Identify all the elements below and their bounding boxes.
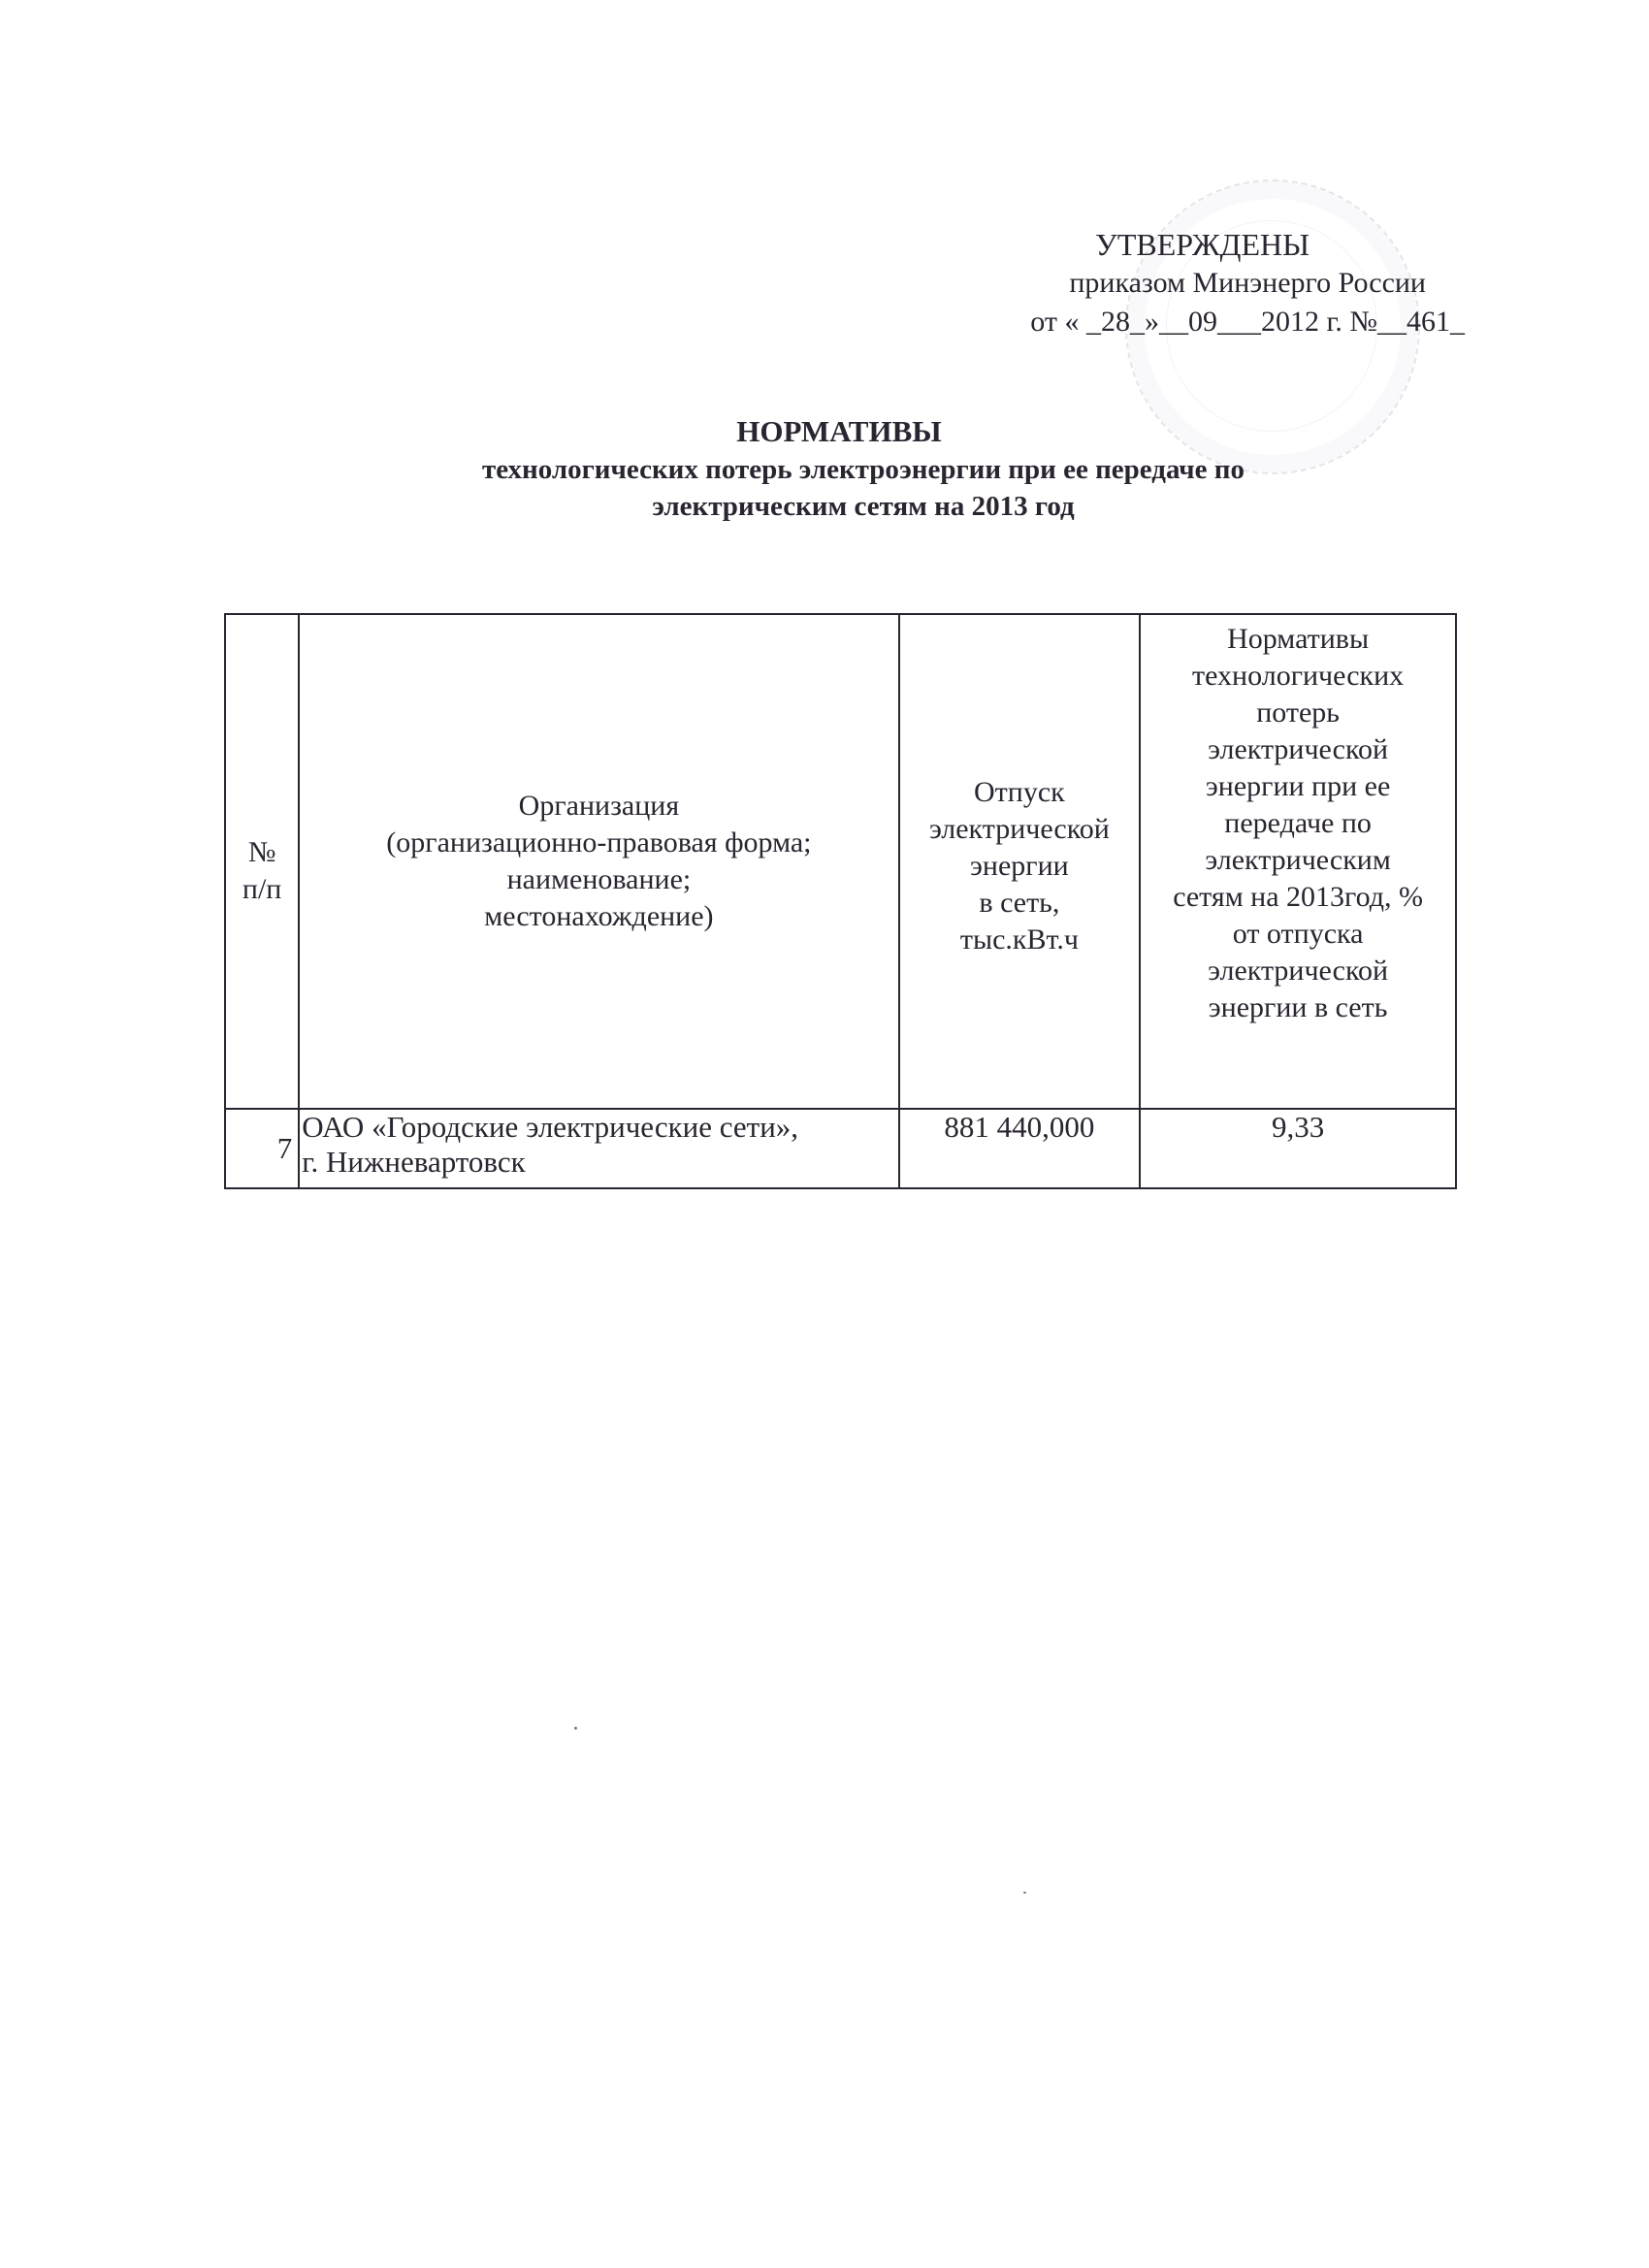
- header-norm-line: электрическим: [1205, 844, 1391, 876]
- header-organization: [299, 614, 898, 1109]
- header-energy-supply: [899, 614, 1141, 1109]
- document-subtitle-line-2: электрическим сетям на 2013 год: [652, 491, 1075, 522]
- header-norm-line: сетям на 2013год, %: [1173, 881, 1423, 913]
- document-subtitle-line-1: технологических потерь электроэнергии при ее передаче по: [482, 454, 1245, 485]
- row-organization: [299, 1109, 898, 1188]
- header-organization-line: местонахождение): [484, 900, 714, 932]
- header-supply-line: тыс.кВт.ч: [959, 923, 1079, 956]
- approval-order: приказом Минэнерго России: [1069, 267, 1426, 299]
- row-number: 7: [225, 1109, 299, 1188]
- row-energy-supply: 881 440,000: [899, 1109, 1141, 1188]
- header-supply-line: электрической: [928, 813, 1110, 845]
- header-loss-norm: [1140, 614, 1456, 1109]
- header-norm-line: передаче по: [1224, 807, 1372, 839]
- header-norm-line: энергии при ее: [1205, 770, 1391, 802]
- scan-speck: [574, 1727, 577, 1730]
- header-norm-line: технологических: [1192, 660, 1405, 692]
- header-supply-line: Отпуск: [974, 776, 1065, 808]
- header-number-line: №: [247, 836, 276, 868]
- scan-speck: [1023, 1892, 1026, 1894]
- document-title: НОРМАТИВЫ: [736, 414, 942, 448]
- header-norm-line: электрической: [1208, 955, 1389, 987]
- table-row: [225, 1109, 1456, 1188]
- header-norm-line: Нормативы: [1227, 623, 1370, 655]
- organization-location: г. Нижневартовск: [302, 1145, 526, 1179]
- row-loss-norm: 9,33: [1140, 1109, 1456, 1188]
- approval-date-number: от « _28_»__09___2012 г. №__461_: [1030, 306, 1465, 338]
- header-organization-line: (организационно-правовая форма;: [386, 826, 812, 859]
- header-organization-line: Организация: [518, 790, 680, 822]
- approval-block: [1030, 225, 1465, 341]
- approval-title: УТВЕРЖДЕНЫ: [1095, 227, 1310, 262]
- header-norm-line: электрической: [1208, 733, 1389, 765]
- header-organization-line: наименование;: [506, 863, 692, 895]
- header-supply-line: энергии: [970, 850, 1069, 882]
- header-norm-line: потерь: [1256, 697, 1340, 729]
- header-number: [225, 614, 299, 1109]
- header-norm-line: энергии в сеть: [1208, 991, 1388, 1023]
- header-number-line: п/п: [242, 873, 282, 905]
- organization-name: ОАО «Городские электрические сети»,: [302, 1110, 799, 1144]
- norms-table: [224, 613, 1457, 1189]
- document-heading: [0, 412, 1649, 525]
- table-header-row: [225, 614, 1456, 1109]
- header-supply-line: в сеть,: [979, 887, 1060, 919]
- header-norm-line: от отпуска: [1232, 918, 1364, 950]
